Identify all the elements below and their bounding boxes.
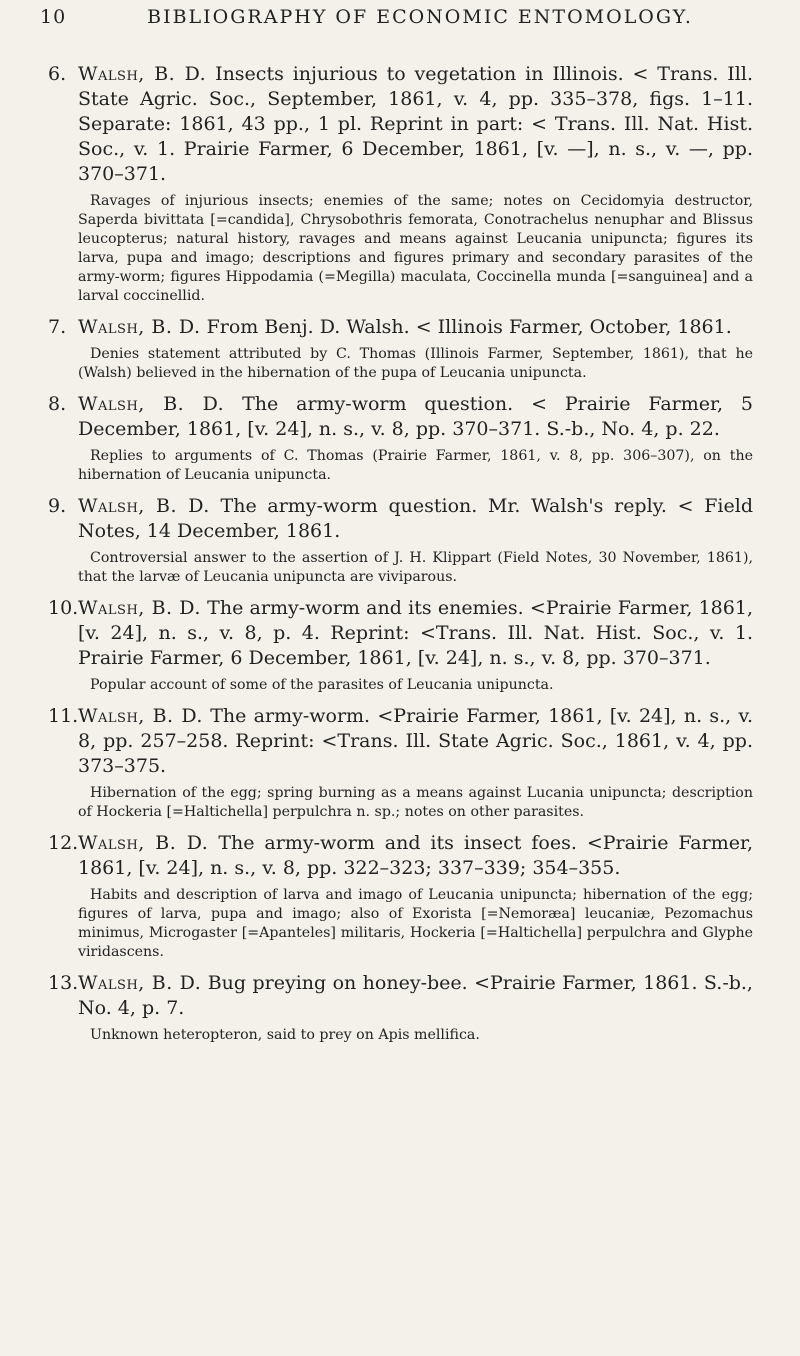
bibliography-entries (48, 62, 753, 1054)
entry-citation-text: Bug preying on honey-bee. <Prairie Farmer, 1861. S.-b., No. 4, p. 7. (78, 972, 753, 1019)
entry-annotation: Popular account of some of the parasites of Leucania unipuncta. (90, 677, 554, 693)
entry-number: 8. (48, 393, 67, 415)
entry-citation (48, 704, 753, 779)
bibliography-entry (48, 392, 753, 485)
entry-number: 13. (48, 972, 79, 994)
bibliography-entry (48, 62, 753, 306)
entry-citation (48, 392, 753, 442)
entry-citation-text: The army-worm and its enemies. <Prairie Farmer, 1861, [v. 24], n. s., v. 8, p. 4. Reprint: <Trans. Ill. Nat. Hist. Soc., v. 1. Prairie Farmer, 6 December, 1861, [v. 24], n. s., v. 8, pp. 370–371. (78, 597, 753, 669)
entry-author: Walsh, B. D. (78, 832, 209, 854)
bibliography-entry (48, 831, 753, 962)
entry-citation (48, 596, 753, 671)
entry-author: Walsh, B. D. (78, 393, 225, 415)
entry-author: Walsh, B. D. (78, 63, 207, 85)
entry-annotation: Hibernation of the egg; spring burning as a means against Lucania unipuncta; description of Hockeria [=Haltichella] perpulchra n. sp.; notes on other parasites. (78, 785, 753, 820)
entry-annotation: Controversial answer to the assertion of J. H. Klippart (Field Notes, 30 November, 1861), that the larvæ of Leucania unipuncta are viviparous. (78, 550, 753, 585)
entry-citation (48, 971, 753, 1021)
page-header (40, 6, 740, 28)
entry-citation-text: The army-worm question. < Prairie Farmer, 5 December, 1861, [v. 24], n. s., v. 8, pp. 370–371. S.-b., No. 4, p. 22. (78, 393, 753, 440)
entry-annotation: Habits and description of larva and imago of Leucania unipuncta; hibernation of the egg; figures of larva, pupa and imago; also of Exorista [=Nemoræa] leucaniæ, Pezomachus minimus, Microgaster [=Apanteles] militaris, Hockeria [=Haltichella] perpulchra and Glyphe viridascens. (78, 887, 753, 960)
entry-number: 7. (48, 316, 67, 338)
entry-annotation: Replies to arguments of C. Thomas (Prairie Farmer, 1861, v. 8, pp. 306–307), on the hibernation of Leucania unipuncta. (78, 448, 753, 483)
entry-citation (48, 62, 753, 187)
entry-number: 12. (48, 832, 79, 854)
entry-citation (48, 315, 753, 340)
running-title: BIBLIOGRAPHY OF ECONOMIC ENTOMOLOGY. (147, 6, 693, 28)
page-number: 10 (40, 6, 67, 28)
entry-number: 10. (48, 597, 79, 619)
entry-annotation: Ravages of injurious insects; enemies of the same; notes on Cecidomyia destructor, Saperda bivittata [=candida], Chrysobothris femorata, Conotrachelus nenuphar and Blissus leucopterus; natural history, ravages and means against Leucania unipuncta; figures its larva, pupa and imago; descriptions and figures primary and secondary parasites of the army-worm; figures Hippodamia (=Megilla) maculata, Coccinella munda [=sanguinea] and a larval coccinellid. (78, 193, 753, 304)
bibliography-entry (48, 704, 753, 822)
entry-citation (48, 494, 753, 544)
entry-citation-text: From Benj. D. Walsh. < Illinois Farmer, October, 1861. (206, 316, 732, 338)
entry-citation-text: The army-worm question. Mr. Walsh's reply. < Field Notes, 14 December, 1861. (78, 495, 753, 542)
entry-author: Walsh, B. D. (78, 316, 201, 338)
entry-author: Walsh, B. D. (78, 597, 201, 619)
bibliography-entry (48, 971, 753, 1045)
entry-number: 9. (48, 495, 67, 517)
entry-author: Walsh, B. D. (78, 495, 210, 517)
entry-citation-text: Insects injurious to vegetation in Illinois. < Trans. Ill. State Agric. Soc., September, 1861, v. 4, pp. 335–378, figs. 1–11. Separate: 1861, 43 pp., 1 pl. Reprint in part: < Trans. Ill. Nat. Hist. Soc., v. 1. Prairie Farmer, 6 December, 1861, [v. —], n. s., v. —, pp. 370–371. (78, 63, 753, 185)
bibliography-entry (48, 596, 753, 695)
bibliography-entry (48, 494, 753, 587)
bibliography-entry (48, 315, 753, 383)
entry-citation (48, 831, 753, 881)
entry-citation-text: The army-worm and its insect foes. <Prairie Farmer, 1861, [v. 24], n. s., v. 8, pp. 322–323; 337–339; 354–355. (78, 832, 753, 879)
entry-author: Walsh, B. D. (78, 972, 202, 994)
entry-citation-text: The army-worm. <Prairie Farmer, 1861, [v. 24], n. s., v. 8, pp. 257–258. Reprint: <Trans. Ill. State Agric. Soc., 1861, v. 4, pp. 373–375. (78, 705, 754, 777)
entry-number: 11. (48, 705, 79, 727)
entry-number: 6. (48, 63, 67, 85)
entry-author: Walsh, B. D. (78, 705, 203, 727)
entry-annotation: Unknown heteropteron, said to prey on Apis mellifica. (90, 1027, 480, 1043)
entry-annotation: Denies statement attributed by C. Thomas (Illinois Farmer, September, 1861), that he (Walsh) believed in the hibernation of the pupa of Leucania unipuncta. (78, 346, 753, 381)
